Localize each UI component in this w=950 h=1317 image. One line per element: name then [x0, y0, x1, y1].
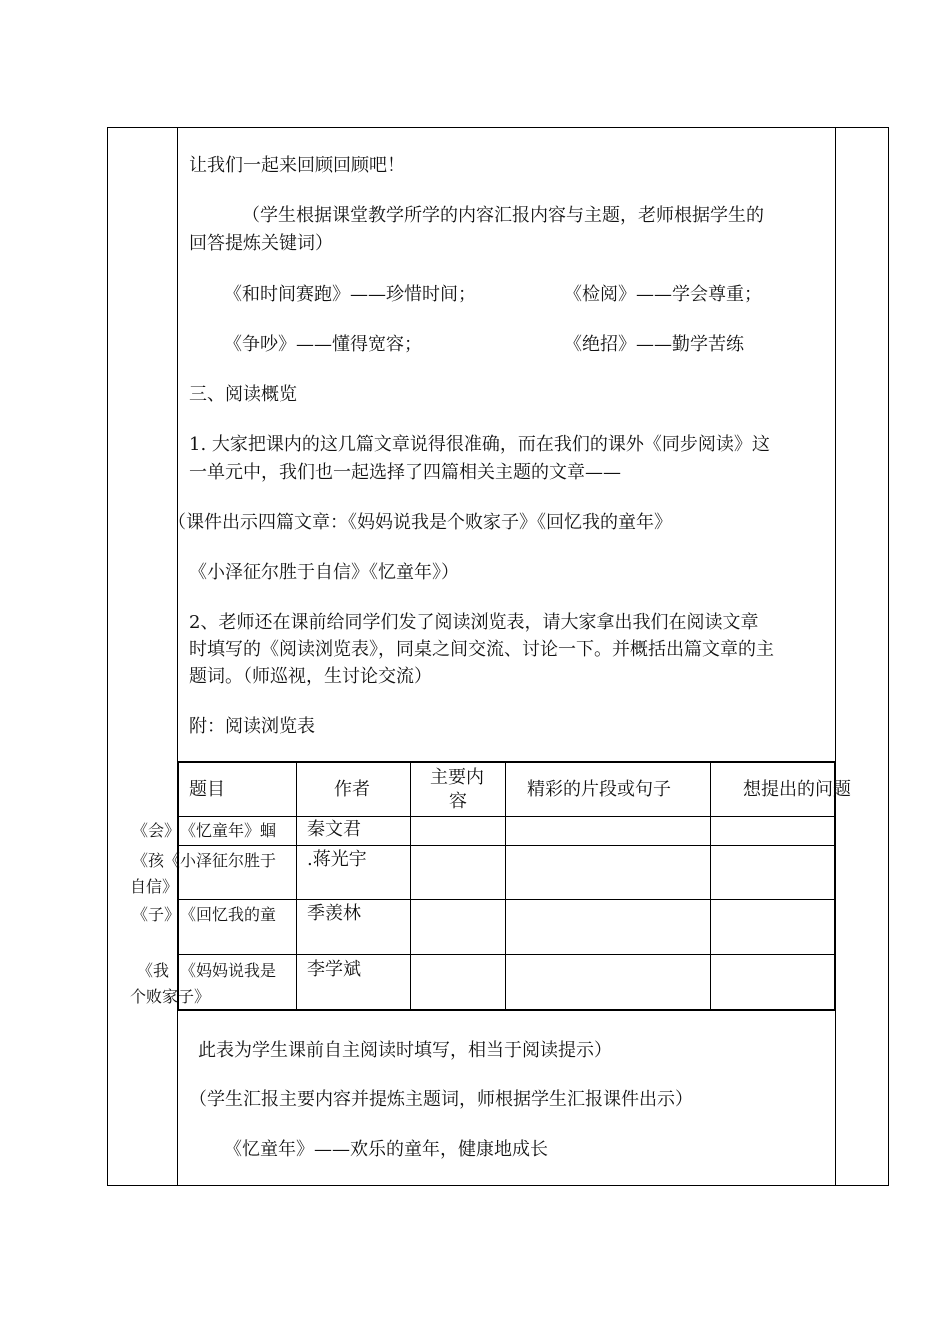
table-row-4-author: 李学斌: [307, 959, 361, 980]
paragraph-1-line-2: 一单元中，我们也一起选择了四篇相关主题的文章——: [189, 462, 621, 483]
table-header-author: 作者: [334, 779, 370, 800]
paragraph-2-line-1: 2、老师还在课前给同学们发了阅读浏览表，请大家拿出我们在阅读文章: [189, 612, 759, 633]
table-row-1-title: 《忆童年》蝈: [180, 821, 277, 840]
paragraph-1-line-1: 1. 大家把课内的这几篇文章说得很准确，而在我们的课外《同步阅读》这: [189, 434, 770, 455]
appendix-title: 附：阅读浏览表: [189, 716, 315, 737]
table-line-row1-bottom: [177, 845, 835, 846]
table-header-title: 题目: [189, 779, 225, 800]
table-header-excerpt: 精彩的片段或句子: [527, 779, 671, 800]
frame-right-border: [888, 127, 889, 1186]
note-line-2: 回答提炼关键词）: [189, 233, 333, 254]
table-row-3-title: 《回忆我的童: [180, 905, 277, 924]
frame-inner-right-border: [835, 127, 836, 1186]
after-table-line-1: 此表为学生课前自主阅读时填写，相当于阅读提示）: [198, 1040, 612, 1061]
table-col-line-1: [296, 761, 297, 1011]
table-row-3-side: 《子》: [132, 905, 181, 924]
after-table-line-2: （学生汇报主要内容并提炼主题词，师根据学生汇报课件出示）: [189, 1089, 693, 1110]
table-row-3-author: 季羡林: [307, 903, 361, 924]
table-row-4-side-2: 个败家子》: [130, 987, 211, 1006]
frame-bottom-border: [107, 1185, 889, 1186]
table-row-4-side: 《我: [137, 961, 170, 980]
table-row-2-side-2: 自信》: [130, 877, 179, 896]
intro-line: 让我们一起来回顾回顾吧！: [189, 155, 405, 176]
table-col-line-4: [710, 761, 711, 1011]
courseware-line-1: （课件出示四篇文章：《妈妈说我是个败家子》《回忆我的童年》: [168, 512, 672, 533]
keyword-4: 《绝招》——勤学苦练: [564, 334, 744, 355]
paragraph-2-line-2: 时填写的《阅读浏览表》，同桌之间交流、讨论一下。并概括出篇文章的主: [189, 639, 774, 660]
table-line-row3-bottom: [177, 954, 835, 955]
table-header-content-line-2: 容: [449, 791, 467, 812]
final-line: 《忆童年》——欢乐的童年，健康地成长: [224, 1139, 548, 1160]
frame-inner-left-border: [177, 127, 178, 1186]
table-row-1-side: 《会》: [132, 821, 181, 840]
table-row-2-side: 《孩《: [132, 851, 181, 870]
frame-top-border: [107, 127, 889, 128]
courseware-line-2: 《小泽征尔胜于自信》《忆童年》）: [189, 562, 459, 583]
table-header-content-line-1: 主要内: [430, 767, 484, 788]
paragraph-2-line-3: 题词。（师巡视，生讨论交流）: [189, 666, 432, 687]
table-row-1-author: 秦文君: [307, 819, 361, 840]
table-line-top: [177, 761, 835, 763]
frame-left-border: [107, 127, 108, 1186]
table-row-2-title: 小泽征尔胜于: [180, 851, 277, 870]
keyword-3: 《争吵》——懂得宽容；: [224, 334, 422, 355]
table-header-questions: 想提出的问题: [743, 779, 851, 800]
keyword-1: 《和时间赛跑》——珍惜时间；: [224, 284, 476, 305]
table-row-4-title: 《妈妈说我是: [180, 961, 277, 980]
table-col-line-2: [410, 761, 411, 1011]
table-row-2-author: .蒋光宇: [307, 849, 367, 870]
section-title: 三、阅读概览: [189, 384, 297, 405]
table-line-row2-bottom: [177, 899, 835, 900]
note-line-1: （学生根据课堂教学所学的内容汇报内容与主题，老师根据学生的: [242, 205, 764, 226]
table-line-header-bottom: [177, 816, 835, 817]
table-col-line-3: [505, 761, 506, 1011]
table-line-bottom: [177, 1009, 835, 1011]
keyword-2: 《检阅》——学会尊重；: [564, 284, 762, 305]
